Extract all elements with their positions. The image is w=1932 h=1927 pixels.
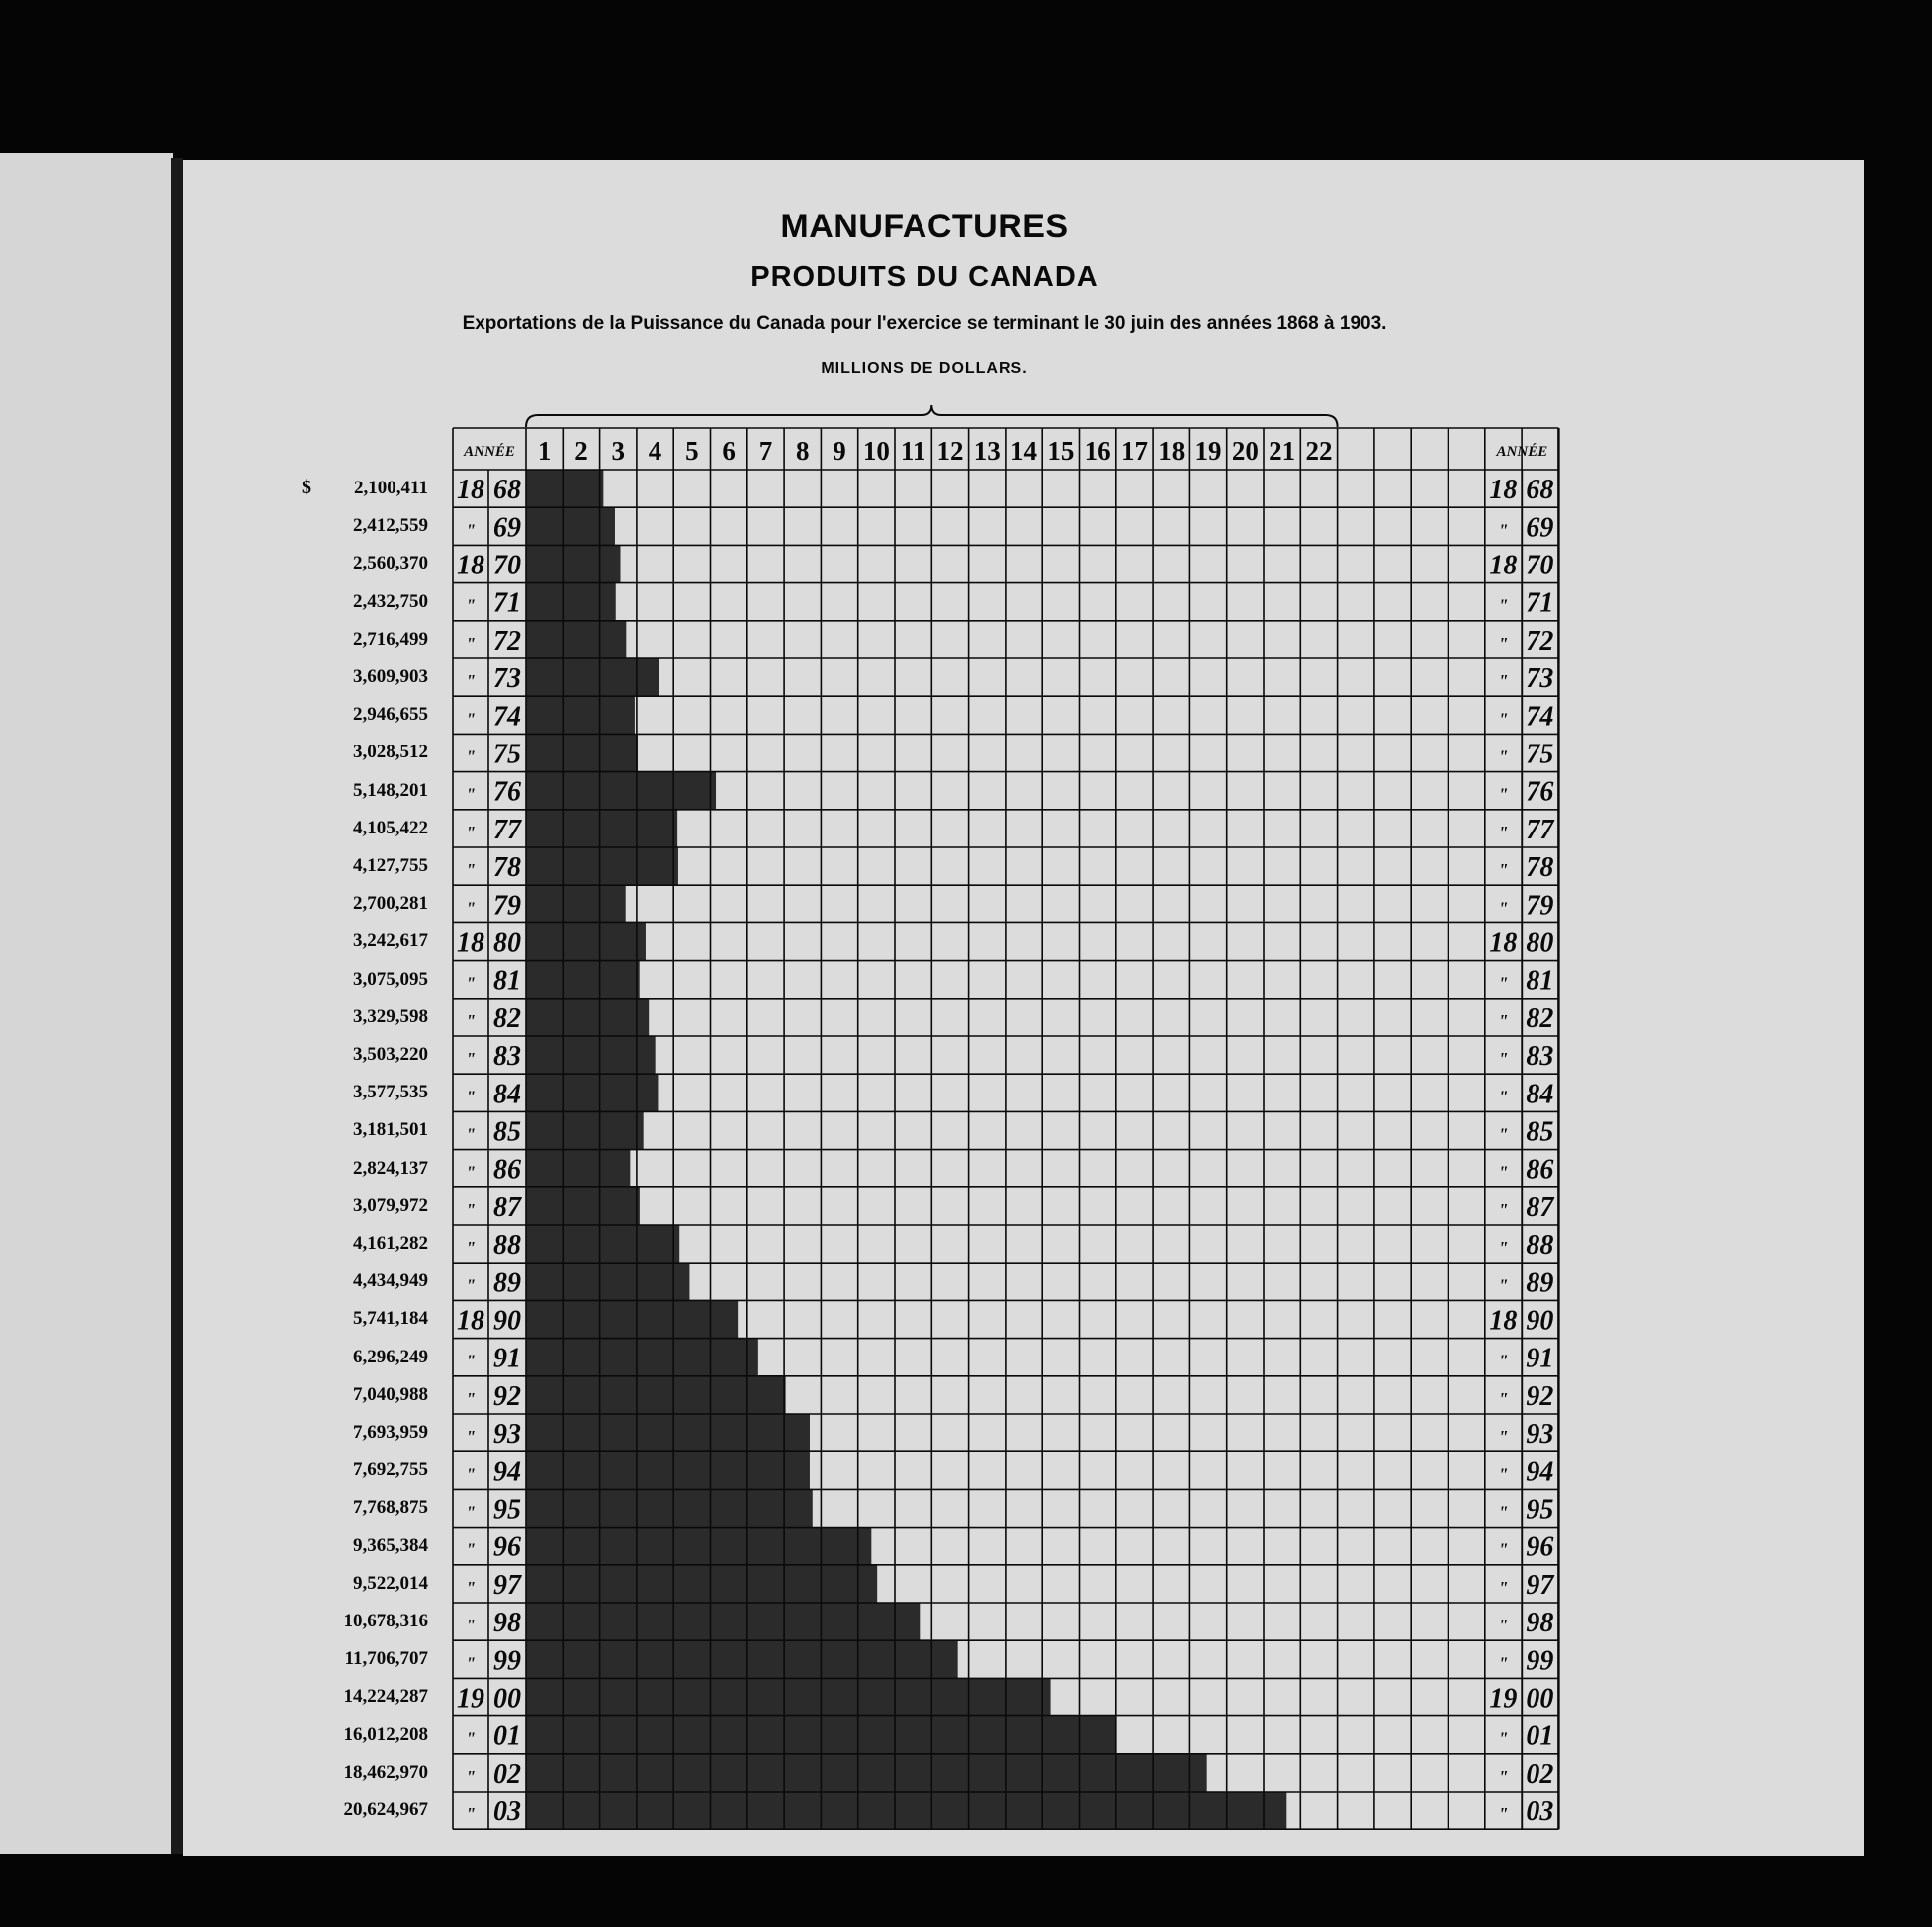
century-cell-right: " bbox=[1498, 1049, 1509, 1070]
year-cell-left: 97 bbox=[493, 1569, 521, 1601]
year-cell-right: 99 bbox=[1526, 1645, 1554, 1677]
value-label: 3,609,903 bbox=[353, 666, 428, 687]
bar-1895 bbox=[526, 1489, 813, 1527]
value-label: 3,079,972 bbox=[353, 1194, 428, 1216]
century-cell-left: " bbox=[466, 973, 476, 994]
century-cell-right: " bbox=[1498, 1728, 1509, 1749]
value-label: 2,432,750 bbox=[353, 590, 428, 612]
tick-label: 7 bbox=[758, 436, 773, 466]
bar-1902 bbox=[526, 1754, 1207, 1792]
year-cell-right: 78 bbox=[1526, 852, 1554, 884]
century-cell-right: " bbox=[1498, 1275, 1509, 1296]
tick-label: 17 bbox=[1120, 436, 1148, 466]
year-cell-left: 89 bbox=[493, 1268, 521, 1299]
value-label: 5,148,201 bbox=[353, 779, 428, 801]
year-cell-left: 93 bbox=[493, 1419, 521, 1450]
value-label: 4,161,282 bbox=[353, 1233, 428, 1254]
year-cell-left: 83 bbox=[493, 1041, 521, 1073]
value-label: 9,522,014 bbox=[353, 1572, 428, 1594]
value-label: 6,296,249 bbox=[353, 1346, 428, 1367]
bar-1884 bbox=[526, 1074, 658, 1111]
value-label: 9,365,384 bbox=[353, 1534, 428, 1556]
century-cell-right: " bbox=[1498, 1351, 1509, 1371]
value-label: 3,329,598 bbox=[353, 1006, 428, 1027]
year-cell-right: 71 bbox=[1526, 587, 1554, 619]
year-cell-right: 88 bbox=[1526, 1230, 1554, 1262]
tick-label: 15 bbox=[1047, 436, 1075, 466]
year-cell-left: 02 bbox=[493, 1758, 521, 1790]
value-label: 7,693,959 bbox=[353, 1422, 428, 1443]
tick-label: 19 bbox=[1194, 436, 1222, 466]
tick-label: 9 bbox=[833, 436, 846, 466]
value-label: 3,503,220 bbox=[353, 1044, 428, 1065]
year-cell-right: 72 bbox=[1526, 625, 1554, 657]
century-cell-right: " bbox=[1498, 1087, 1509, 1107]
century-cell-right: " bbox=[1498, 1616, 1509, 1636]
year-cell-right: 03 bbox=[1526, 1796, 1554, 1828]
year-cell-right: 87 bbox=[1526, 1191, 1554, 1223]
year-cell-right: 89 bbox=[1526, 1268, 1554, 1299]
bar-1872 bbox=[526, 621, 626, 658]
bar-1897 bbox=[526, 1565, 877, 1603]
bar-1887 bbox=[526, 1187, 640, 1225]
bar-1873 bbox=[526, 658, 659, 696]
century-cell-left: " bbox=[466, 1616, 476, 1636]
century-cell-left: " bbox=[466, 1728, 476, 1749]
year-cell-right: 77 bbox=[1526, 814, 1554, 845]
year-cell-left: 77 bbox=[493, 814, 521, 845]
century-cell-left: " bbox=[466, 1804, 476, 1825]
year-cell-left: 70 bbox=[493, 550, 521, 581]
century-cell-left: " bbox=[466, 746, 476, 767]
century-cell-left: " bbox=[466, 1162, 476, 1182]
year-cell-right: 76 bbox=[1526, 776, 1554, 808]
tick-label: 3 bbox=[611, 436, 625, 466]
year-cell-left: 98 bbox=[493, 1608, 521, 1639]
year-cell-left: 00 bbox=[493, 1683, 521, 1714]
century-cell-left: " bbox=[466, 1049, 476, 1070]
century-cell-left: " bbox=[466, 1653, 476, 1674]
value-label: 5,741,184 bbox=[353, 1308, 428, 1330]
value-label: 4,105,422 bbox=[353, 817, 428, 838]
tick-label: 10 bbox=[862, 436, 890, 466]
year-cell-left: 72 bbox=[493, 625, 521, 657]
year-cell-left: 71 bbox=[493, 587, 521, 619]
bar-1870 bbox=[526, 545, 621, 582]
century-cell-left: " bbox=[466, 1124, 476, 1145]
tick-label: 18 bbox=[1158, 436, 1186, 466]
year-cell-right: 85 bbox=[1526, 1116, 1554, 1148]
century-cell-left: " bbox=[466, 860, 476, 881]
year-cell-left: 82 bbox=[493, 1003, 521, 1034]
year-cell-right: 98 bbox=[1526, 1608, 1554, 1639]
units-label: MILLIONS DE DOLLARS. bbox=[821, 360, 1028, 377]
bar-1890 bbox=[526, 1300, 738, 1338]
value-label: 2,716,499 bbox=[353, 628, 428, 650]
value-label: 4,434,949 bbox=[353, 1270, 428, 1292]
value-label: 2,946,655 bbox=[353, 704, 428, 726]
year-cell-left: 87 bbox=[493, 1191, 521, 1223]
year-cell-right: 94 bbox=[1526, 1456, 1554, 1488]
century-cell-right: " bbox=[1498, 671, 1509, 692]
century-cell-right: " bbox=[1498, 1199, 1509, 1220]
century-cell-left: " bbox=[466, 1577, 476, 1598]
year-cell-right: 83 bbox=[1526, 1041, 1554, 1073]
century-cell-right: " bbox=[1498, 860, 1509, 881]
tick-label: 6 bbox=[722, 436, 736, 466]
year-cell-left: 78 bbox=[493, 852, 521, 884]
year-cell-left: 80 bbox=[493, 927, 521, 959]
value-label: 18,462,970 bbox=[343, 1761, 428, 1783]
century-cell-left: " bbox=[466, 1427, 476, 1447]
year-cell-left: 90 bbox=[493, 1305, 521, 1337]
value-label: 16,012,208 bbox=[343, 1723, 428, 1745]
year-cell-right: 69 bbox=[1526, 512, 1554, 544]
year-cell-right: 80 bbox=[1526, 927, 1554, 959]
bar-1893 bbox=[526, 1414, 810, 1451]
century-cell-left: " bbox=[466, 1351, 476, 1371]
tick-label: 2 bbox=[574, 436, 588, 466]
value-label: 2,824,137 bbox=[353, 1157, 428, 1179]
year-cell-right: 79 bbox=[1526, 890, 1554, 921]
year-cell-right: 97 bbox=[1526, 1569, 1554, 1601]
bar-1883 bbox=[526, 1036, 656, 1074]
bar-1874 bbox=[526, 696, 635, 734]
value-label: 3,242,617 bbox=[353, 930, 428, 952]
century-cell-left: " bbox=[466, 1502, 476, 1523]
century-cell-left: 18 bbox=[457, 1305, 484, 1337]
century-cell-right: 19 bbox=[1489, 1683, 1518, 1714]
scale-bracket bbox=[526, 405, 1338, 427]
tick-label: 5 bbox=[685, 436, 699, 466]
year-cell-right: 90 bbox=[1526, 1305, 1554, 1337]
century-cell-right: " bbox=[1498, 746, 1509, 767]
bar-1877 bbox=[526, 810, 677, 847]
century-cell-left: " bbox=[466, 709, 476, 730]
value-label: 3,028,512 bbox=[353, 742, 428, 763]
year-cell-left: 91 bbox=[493, 1343, 521, 1374]
century-cell-left: " bbox=[466, 671, 476, 692]
year-cell-left: 76 bbox=[493, 776, 521, 808]
century-cell-right: 18 bbox=[1489, 927, 1518, 959]
bar-1878 bbox=[526, 847, 678, 885]
bar-1894 bbox=[526, 1451, 810, 1489]
value-label: 3,075,095 bbox=[353, 968, 428, 990]
value-label: 3,181,501 bbox=[353, 1119, 428, 1141]
value-label: 7,768,875 bbox=[353, 1497, 428, 1519]
value-label: 20,624,967 bbox=[343, 1799, 428, 1820]
bar-1871 bbox=[526, 583, 616, 621]
year-cell-left: 73 bbox=[493, 663, 521, 695]
year-cell-right: 73 bbox=[1526, 663, 1554, 695]
bar-1899 bbox=[526, 1640, 958, 1678]
bar-1903 bbox=[526, 1792, 1286, 1829]
value-label: 2,412,559 bbox=[353, 515, 428, 537]
tick-label: 11 bbox=[900, 436, 926, 466]
century-cell-left: 18 bbox=[457, 475, 484, 506]
year-cell-right: 92 bbox=[1526, 1380, 1554, 1412]
century-cell-left: " bbox=[466, 1087, 476, 1107]
year-cell-left: 69 bbox=[493, 512, 521, 544]
century-cell-left: " bbox=[466, 1199, 476, 1220]
value-label: 11,706,707 bbox=[344, 1648, 428, 1670]
century-cell-left: " bbox=[466, 633, 476, 654]
year-cell-right: 84 bbox=[1526, 1079, 1554, 1110]
value-label: 4,127,755 bbox=[353, 855, 428, 876]
tick-label: 20 bbox=[1231, 436, 1259, 466]
bar-1885 bbox=[526, 1111, 644, 1149]
year-cell-left: 94 bbox=[493, 1456, 521, 1488]
year-cell-left: 84 bbox=[493, 1079, 521, 1110]
year-cell-right: 91 bbox=[1526, 1343, 1554, 1374]
bar-1898 bbox=[526, 1603, 920, 1640]
year-cell-right: 95 bbox=[1526, 1494, 1554, 1526]
century-cell-left: " bbox=[466, 1275, 476, 1296]
century-cell-left: 19 bbox=[457, 1683, 484, 1714]
century-cell-left: " bbox=[466, 1539, 476, 1560]
century-cell-left: 18 bbox=[457, 927, 484, 959]
bar-1879 bbox=[526, 885, 626, 922]
year-header-left: ANNÉE bbox=[464, 444, 515, 460]
century-cell-right: " bbox=[1498, 1804, 1509, 1825]
bar-1868 bbox=[526, 470, 603, 507]
bar-1875 bbox=[526, 734, 638, 771]
century-cell-right: " bbox=[1498, 1502, 1509, 1523]
value-label: 2,560,370 bbox=[353, 553, 428, 574]
century-cell-right: " bbox=[1498, 709, 1509, 730]
year-cell-left: 99 bbox=[493, 1645, 521, 1677]
century-cell-right: " bbox=[1498, 898, 1509, 919]
value-label: 2,700,281 bbox=[353, 893, 428, 915]
value-label: 10,678,316 bbox=[343, 1611, 428, 1631]
year-header-right: ANNÉE bbox=[1496, 444, 1548, 460]
year-cell-right: 68 bbox=[1526, 475, 1554, 506]
century-cell-right: " bbox=[1498, 633, 1509, 654]
value-label: 2,100,411 bbox=[354, 478, 428, 498]
year-cell-left: 68 bbox=[493, 475, 521, 506]
year-cell-left: 75 bbox=[493, 739, 521, 770]
year-cell-left: 03 bbox=[493, 1796, 521, 1828]
value-label: 14,224,287 bbox=[343, 1686, 428, 1708]
century-cell-right: " bbox=[1498, 1766, 1509, 1787]
century-cell-right: " bbox=[1498, 1124, 1509, 1145]
year-cell-right: 01 bbox=[1526, 1720, 1554, 1752]
year-cell-left: 96 bbox=[493, 1532, 521, 1563]
bar-1896 bbox=[526, 1528, 871, 1565]
year-cell-right: 74 bbox=[1526, 701, 1554, 733]
bar-1880 bbox=[526, 922, 646, 960]
year-cell-right: 93 bbox=[1526, 1419, 1554, 1450]
century-cell-right: " bbox=[1498, 822, 1509, 842]
century-cell-left: " bbox=[466, 1464, 476, 1485]
tick-label: 8 bbox=[796, 436, 810, 466]
bar-1881 bbox=[526, 961, 640, 999]
century-cell-left: " bbox=[466, 520, 476, 541]
century-cell-left: " bbox=[466, 595, 476, 616]
century-cell-left: " bbox=[466, 784, 476, 805]
tick-label: 1 bbox=[537, 436, 552, 466]
century-cell-right: " bbox=[1498, 1653, 1509, 1674]
bar-1888 bbox=[526, 1225, 679, 1263]
century-cell-right: " bbox=[1498, 1162, 1509, 1182]
century-cell-left: " bbox=[466, 1010, 476, 1031]
century-cell-right: " bbox=[1498, 595, 1509, 616]
century-cell-left: " bbox=[466, 1766, 476, 1787]
year-cell-right: 86 bbox=[1526, 1154, 1554, 1185]
century-cell-right: 18 bbox=[1489, 550, 1518, 581]
year-cell-left: 92 bbox=[493, 1380, 521, 1412]
chart-caption: Exportations de la Puissance du Canada pour l'exercice se terminant le 30 juin des années 1868 à 1903. bbox=[462, 313, 1387, 334]
year-cell-right: 70 bbox=[1526, 550, 1554, 581]
bar-1889 bbox=[526, 1263, 689, 1300]
currency-symbol: $ bbox=[302, 477, 311, 498]
value-label: 3,577,535 bbox=[353, 1082, 428, 1103]
century-cell-right: 18 bbox=[1489, 1305, 1518, 1337]
century-cell-left: 18 bbox=[457, 550, 484, 581]
bar-1869 bbox=[526, 507, 615, 545]
century-cell-left: " bbox=[466, 1238, 476, 1259]
year-cell-right: 82 bbox=[1526, 1003, 1554, 1034]
value-label: 7,040,988 bbox=[353, 1383, 428, 1405]
century-cell-right: " bbox=[1498, 1577, 1509, 1598]
chart-title: MANUFACTURES bbox=[780, 208, 1069, 245]
century-cell-right: " bbox=[1498, 1464, 1509, 1485]
year-cell-left: 81 bbox=[493, 965, 521, 997]
year-cell-right: 00 bbox=[1526, 1683, 1554, 1714]
year-cell-right: 75 bbox=[1526, 739, 1554, 770]
tick-label: 13 bbox=[973, 436, 1001, 466]
year-cell-left: 95 bbox=[493, 1494, 521, 1526]
year-cell-left: 88 bbox=[493, 1230, 521, 1262]
year-cell-left: 79 bbox=[493, 890, 521, 921]
tick-label: 16 bbox=[1084, 436, 1111, 466]
century-cell-right: 18 bbox=[1489, 475, 1518, 506]
year-cell-left: 01 bbox=[493, 1720, 521, 1752]
century-cell-left: " bbox=[466, 822, 476, 842]
century-cell-right: " bbox=[1498, 1427, 1509, 1447]
century-cell-left: " bbox=[466, 898, 476, 919]
tick-label: 14 bbox=[1010, 436, 1038, 466]
century-cell-right: " bbox=[1498, 1388, 1509, 1409]
century-cell-left: " bbox=[466, 1388, 476, 1409]
tick-label: 22 bbox=[1305, 436, 1333, 466]
century-cell-right: " bbox=[1498, 973, 1509, 994]
century-cell-right: " bbox=[1498, 1238, 1509, 1259]
year-cell-right: 96 bbox=[1526, 1532, 1554, 1563]
year-cell-left: 85 bbox=[493, 1116, 521, 1148]
tick-label: 12 bbox=[936, 436, 964, 466]
bar-1876 bbox=[526, 772, 716, 810]
century-cell-right: " bbox=[1498, 1010, 1509, 1031]
tick-label: 21 bbox=[1269, 436, 1296, 466]
value-label: 7,692,755 bbox=[353, 1459, 428, 1481]
bar-1891 bbox=[526, 1339, 758, 1376]
century-cell-right: " bbox=[1498, 520, 1509, 541]
century-cell-right: " bbox=[1498, 784, 1509, 805]
tick-label: 4 bbox=[648, 436, 662, 466]
bar-1882 bbox=[526, 999, 649, 1036]
year-cell-left: 86 bbox=[493, 1154, 521, 1185]
year-cell-right: 02 bbox=[1526, 1758, 1554, 1790]
century-cell-right: " bbox=[1498, 1539, 1509, 1560]
year-cell-left: 74 bbox=[493, 701, 521, 733]
chart-subtitle: PRODUITS DU CANADA bbox=[750, 261, 1098, 293]
bar-1900 bbox=[526, 1678, 1051, 1715]
bar-1886 bbox=[526, 1150, 630, 1187]
year-cell-right: 81 bbox=[1526, 965, 1554, 997]
